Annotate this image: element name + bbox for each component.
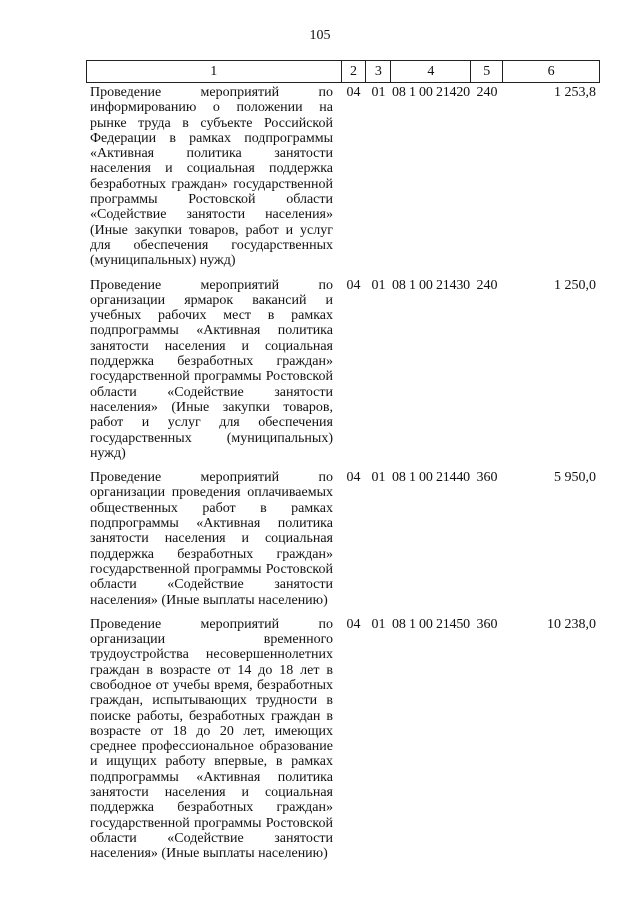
budget-table xyxy=(86,60,600,862)
header-col-3: 3 xyxy=(366,61,391,82)
row-expense-type-code: 240 xyxy=(476,277,498,293)
table-row xyxy=(86,615,600,862)
header-col-4: 4 xyxy=(391,61,471,82)
row-section-code: 04 xyxy=(346,85,361,100)
row-amount: 5 950,0 xyxy=(554,470,596,486)
row-description: Проведение мероприятий по информированию о положении на рынке труда в субъекте Российской Федерации в рамках подпрограммы «Активная политика занятости населения и социальная поддержка безработных граждан» государственной программы Ростовской области «Содействие занятости населения» (Иные закупки товаров, работ и услуг для обеспечения государственных (муниципальных) нужд) xyxy=(90,85,333,269)
row-subsection-code: 01 xyxy=(371,277,386,293)
row-description: Проведение мероприятий по организации проведения оплачиваемых общественных работ в рамках подпрограммы «Активная политика занятости населения и социальная поддержка безработных граждан» государственной программы Ростовской области «Содействие занятости населения» (Иные выплаты населению) xyxy=(90,470,333,608)
row-expense-type-code: 240 xyxy=(476,85,498,100)
row-amount: 10 238,0 xyxy=(547,616,596,632)
row-target-article-code: 08 1 00 21420 xyxy=(392,85,470,100)
row-amount: 1 253,8 xyxy=(554,85,596,100)
row-subsection-code: 01 xyxy=(371,616,386,632)
header-col-6: 6 xyxy=(503,61,600,82)
table-row xyxy=(86,276,600,462)
row-expense-type-code: 360 xyxy=(476,470,498,486)
row-subsection-code: 01 xyxy=(371,85,386,100)
row-target-article-code: 08 1 00 21440 xyxy=(392,470,470,486)
table-header-row xyxy=(86,60,600,83)
header-col-1: 1 xyxy=(87,61,342,82)
row-amount: 1 250,0 xyxy=(554,277,596,293)
row-expense-type-code: 360 xyxy=(476,616,498,632)
row-subsection-code: 01 xyxy=(371,470,386,486)
row-description: Проведение мероприятий по организации временного трудоустройства несовершеннолетних граждан в возрасте от 14 до 18 лет в свободное от учебы время, безработных граждан, испытывающих трудности в поиске работы, безработных граждан в возрасте от 18 до 20 лет, имеющих среднее профессиональное образование и ищущих работу впервые, в рамках подпрограммы «Активная политика занятости населения и социальная поддержка безработных граждан» государственной программы Ростовской области «Содействие занятости населения» (Иные выплаты населению) xyxy=(90,616,333,862)
row-target-article-code: 08 1 00 21430 xyxy=(392,277,470,293)
row-section-code: 04 xyxy=(346,470,361,486)
table-body xyxy=(86,83,600,862)
row-target-article-code: 08 1 00 21450 xyxy=(392,616,470,632)
row-section-code: 04 xyxy=(346,277,361,293)
table-row xyxy=(86,83,600,269)
header-col-2: 2 xyxy=(342,61,367,82)
row-description: Проведение мероприятий по организации ярмарок вакансий и учебных рабочих мест в рамках подпрограммы «Активная политика занятости населения и социальная поддержка безработных граждан» государственной программы Ростовской области «Содействие занятости населения» (Иные закупки товаров, работ и услуг для обеспечения государственных (муниципальных) нужд) xyxy=(90,277,333,461)
header-col-5: 5 xyxy=(471,61,503,82)
page-number: 105 xyxy=(309,28,331,43)
row-section-code: 04 xyxy=(346,616,361,632)
table-row xyxy=(86,468,600,608)
